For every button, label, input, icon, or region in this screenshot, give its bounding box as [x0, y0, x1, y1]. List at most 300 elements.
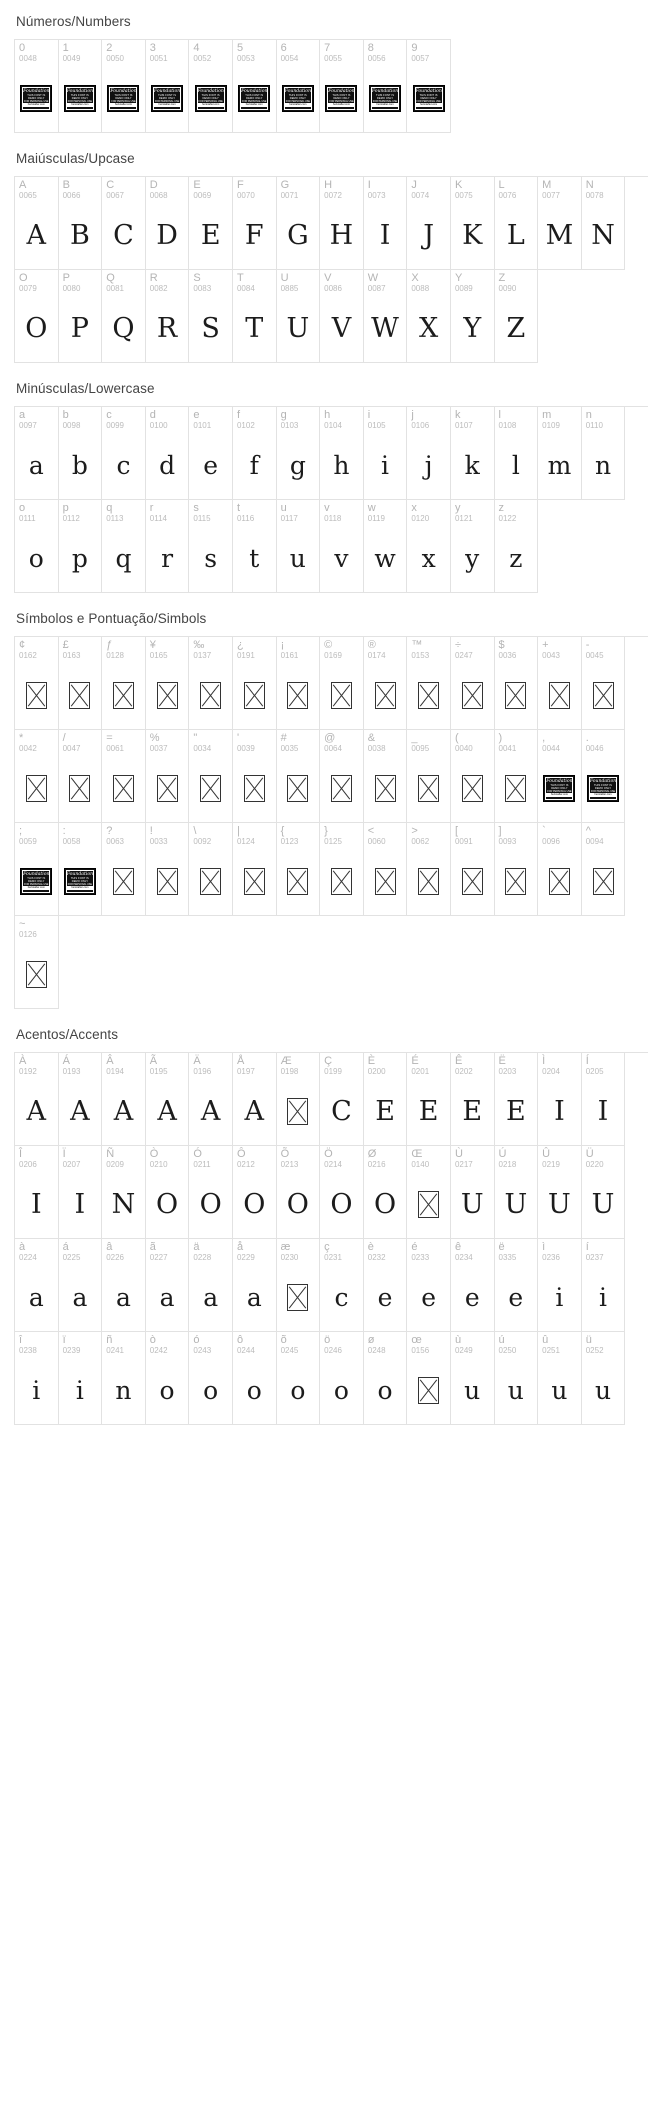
glyph-char-label: æ: [280, 1241, 291, 1253]
glyph-char-label: ç: [324, 1241, 330, 1253]
glyph-preview: [407, 1174, 450, 1234]
glyph-cell[interactable]: [233, 407, 277, 500]
glyph-cell[interactable]: [320, 177, 364, 270]
glyph-render: d: [159, 450, 176, 480]
missing-glyph-icon: [505, 868, 526, 895]
glyph-code-label: 0118: [324, 514, 342, 523]
glyph-code-label: 0040: [454, 744, 473, 753]
glyph-render: a: [28, 1282, 44, 1312]
glyph-cell[interactable]: [189, 270, 233, 363]
glyph-code-label: 0120: [411, 514, 430, 523]
glyph-cell[interactable]: [277, 1239, 321, 1332]
glyph-cell[interactable]: [407, 270, 451, 363]
glyph-cell[interactable]: [582, 823, 626, 916]
glyph-cell[interactable]: [233, 730, 277, 823]
glyph-cell[interactable]: [146, 270, 190, 363]
glyph-cell[interactable]: [102, 1239, 146, 1332]
glyph-cell[interactable]: [15, 407, 59, 500]
glyph-char-label: â: [106, 1241, 113, 1253]
glyph-cell[interactable]: [189, 40, 233, 133]
glyph-cell[interactable]: [233, 177, 277, 270]
glyph-cell[interactable]: [364, 1332, 408, 1425]
glyph-preview: [102, 665, 145, 725]
glyph-cell[interactable]: [495, 500, 539, 593]
glyph-cell[interactable]: [451, 500, 495, 593]
glyph-cell[interactable]: [189, 1146, 233, 1239]
sample-card-line2: THIS FONT IS: [70, 877, 89, 880]
glyph-cell[interactable]: [146, 1239, 190, 1332]
glyph-code-label: 0092: [193, 837, 212, 846]
glyph-preview: [59, 435, 102, 495]
glyph-char-label: A: [19, 179, 27, 191]
glyph-cell[interactable]: [277, 823, 321, 916]
glyph-cell[interactable]: [102, 270, 146, 363]
glyph-cell[interactable]: [364, 407, 408, 500]
glyph-cell[interactable]: [59, 1332, 103, 1425]
glyph-cell[interactable]: [189, 637, 233, 730]
glyph-cell[interactable]: [15, 40, 59, 133]
glyph-preview: [146, 1081, 189, 1141]
glyph-cell[interactable]: [277, 1053, 321, 1146]
glyph-code-label: 0057: [411, 54, 430, 63]
missing-glyph-icon: [157, 775, 178, 802]
glyph-cell[interactable]: [189, 407, 233, 500]
glyph-cell[interactable]: [451, 823, 495, 916]
glyph-preview: [451, 435, 494, 495]
glyph-code-label: 0050: [106, 54, 124, 63]
glyph-cell[interactable]: [277, 730, 321, 823]
glyph-code-label: 0041: [498, 744, 517, 753]
glyph-preview: [59, 298, 102, 358]
sample-card-line4: FOR PERSONAL USE: [24, 100, 49, 103]
glyph-cell[interactable]: [59, 730, 103, 823]
glyph-cell[interactable]: [407, 1146, 451, 1239]
glyph-cell[interactable]: [364, 1239, 408, 1332]
sample-card-title: Foundation: [371, 89, 399, 94]
glyph-char-label: f: [236, 409, 241, 421]
sample-card-title: Foundation: [328, 89, 355, 94]
glyph-cell[interactable]: [451, 1146, 495, 1239]
glyph-cell[interactable]: [277, 407, 321, 500]
glyph-cell[interactable]: [146, 1332, 190, 1425]
glyph-render: I: [597, 1095, 609, 1127]
glyph-preview: [189, 1360, 232, 1420]
glyph-preview: [146, 298, 189, 358]
glyph-char-label: \: [193, 825, 197, 837]
glyph-cell[interactable]: [15, 270, 59, 363]
glyph-preview: [582, 758, 625, 818]
glyph-cell[interactable]: [582, 177, 626, 270]
glyph-cell[interactable]: [407, 177, 451, 270]
glyph-preview: [15, 1360, 58, 1420]
glyph-cell[interactable]: [102, 407, 146, 500]
glyph-cell[interactable]: [146, 1146, 190, 1239]
glyph-cell[interactable]: [102, 637, 146, 730]
glyph-render: o: [377, 1375, 393, 1405]
glyph-preview: [146, 851, 189, 911]
glyph-cell[interactable]: [233, 823, 277, 916]
glyph-cell[interactable]: [364, 1146, 408, 1239]
glyph-preview: [364, 435, 407, 495]
glyph-render: e: [508, 1282, 524, 1312]
glyph-render: e: [377, 1282, 393, 1312]
glyph-cell[interactable]: [59, 407, 103, 500]
glyph-cell[interactable]: [59, 40, 103, 133]
glyph-cell[interactable]: [15, 637, 59, 730]
glyph-cell[interactable]: [364, 730, 408, 823]
glyph-cell[interactable]: [233, 1332, 277, 1425]
glyph-char-label: &: [367, 732, 376, 744]
glyph-char-label: p: [62, 502, 69, 514]
glyph-preview: [189, 298, 232, 358]
glyph-cell[interactable]: [407, 1239, 451, 1332]
glyph-cell[interactable]: [407, 40, 451, 133]
sample-card-frame: [545, 777, 573, 800]
glyph-cell[interactable]: [233, 500, 277, 593]
glyph-preview: [189, 1267, 232, 1327]
glyph-cell[interactable]: [407, 823, 451, 916]
glyph-char-label: É: [411, 1055, 419, 1067]
glyph-preview: [146, 205, 189, 265]
glyph-preview: [407, 298, 450, 358]
glyph-code-label: 0137: [193, 651, 212, 660]
glyph-preview: [189, 1174, 232, 1234]
glyph-code-label: 0083: [193, 284, 212, 293]
missing-glyph-icon: [593, 682, 614, 709]
glyph-char-label: g: [280, 409, 287, 421]
glyph-cell[interactable]: [277, 1332, 321, 1425]
glyph-cell[interactable]: [582, 407, 626, 500]
glyph-cell[interactable]: [538, 1053, 582, 1146]
glyph-char-label: H: [324, 179, 333, 191]
glyph-cell[interactable]: [538, 1332, 582, 1425]
glyph-cell[interactable]: [538, 730, 582, 823]
glyph-cell[interactable]: [495, 407, 539, 500]
glyph-render: A: [200, 1095, 221, 1127]
glyph-cell[interactable]: [451, 1053, 495, 1146]
glyph-cell[interactable]: [407, 730, 451, 823]
glyph-char-label: W: [367, 272, 379, 284]
glyph-cell[interactable]: [189, 500, 233, 593]
glyph-cell[interactable]: [364, 40, 408, 133]
glyph-cell[interactable]: [102, 177, 146, 270]
glyph-char-label: ƒ: [106, 639, 113, 651]
glyph-cell[interactable]: [189, 177, 233, 270]
glyph-cell[interactable]: [364, 1053, 408, 1146]
glyph-cell[interactable]: [146, 730, 190, 823]
glyph-render: A: [244, 1095, 265, 1127]
glyph-render: o: [28, 543, 44, 573]
glyph-char-label: Z: [498, 272, 506, 284]
glyph-render: e: [464, 1282, 480, 1312]
glyph-cell[interactable]: [495, 730, 539, 823]
glyph-char-label: r: [149, 502, 154, 514]
glyph-cell[interactable]: [320, 270, 364, 363]
glyph-cell[interactable]: [364, 637, 408, 730]
sample-card-line3: DEMO ONLY: [115, 97, 132, 100]
missing-glyph-icon: [26, 961, 47, 988]
glyph-cell[interactable]: [407, 1053, 451, 1146]
glyph-cell[interactable]: [146, 1053, 190, 1146]
glyph-cell[interactable]: [189, 1332, 233, 1425]
sample-card-footer: heriotafter.com: [285, 103, 311, 107]
glyph-cell[interactable]: [15, 1332, 59, 1425]
glyph-cell[interactable]: [59, 1053, 103, 1146]
glyph-code-label: 0055: [324, 54, 342, 63]
glyph-cell[interactable]: [59, 270, 103, 363]
glyph-cell[interactable]: [495, 1053, 539, 1146]
glyph-cell[interactable]: [277, 177, 321, 270]
glyph-cell[interactable]: [146, 177, 190, 270]
glyph-preview: [277, 205, 320, 265]
glyph-cell[interactable]: [59, 500, 103, 593]
glyph-render: w: [374, 543, 396, 573]
glyph-preview: [582, 1360, 625, 1420]
glyph-cell[interactable]: [320, 823, 364, 916]
glyph-cell[interactable]: [146, 637, 190, 730]
glyph-cell[interactable]: [582, 1239, 626, 1332]
glyph-cell[interactable]: [451, 1332, 495, 1425]
glyph-cell[interactable]: [146, 500, 190, 593]
glyph-cell[interactable]: [495, 1239, 539, 1332]
glyph-cell[interactable]: [582, 637, 626, 730]
glyph-cell[interactable]: [407, 1332, 451, 1425]
glyph-render: E: [462, 1095, 483, 1127]
glyph-cell[interactable]: [538, 177, 582, 270]
glyph-char-label: ã: [149, 1241, 156, 1253]
glyph-cell[interactable]: [15, 730, 59, 823]
glyph-cell[interactable]: [364, 823, 408, 916]
glyph-render: E: [200, 219, 221, 251]
glyph-cell[interactable]: [277, 1146, 321, 1239]
glyph-code-label: 0043: [542, 651, 560, 660]
missing-glyph-icon: [244, 682, 265, 709]
glyph-cell[interactable]: [407, 407, 451, 500]
glyph-char-label: ™: [411, 639, 423, 651]
glyph-preview: [277, 1267, 320, 1327]
glyph-cell[interactable]: [495, 637, 539, 730]
glyph-cell[interactable]: [495, 1146, 539, 1239]
glyph-preview: [451, 851, 494, 911]
glyph-char-label: U: [280, 272, 289, 284]
glyph-char-label: Ê: [454, 1055, 463, 1067]
glyph-char-label: ~: [19, 918, 26, 930]
glyph-cell[interactable]: [15, 1053, 59, 1146]
glyph-preview: [59, 758, 102, 818]
glyph-cell[interactable]: [59, 823, 103, 916]
glyph-cell[interactable]: [320, 1332, 364, 1425]
glyph-code-label: 0090: [498, 284, 517, 293]
glyph-cell[interactable]: [59, 637, 103, 730]
glyph-cell[interactable]: [320, 1146, 364, 1239]
glyph-char-label: *: [19, 732, 24, 744]
glyph-cell[interactable]: [189, 730, 233, 823]
glyph-preview: [102, 528, 145, 588]
glyph-preview: [538, 851, 581, 911]
glyph-cell[interactable]: [320, 407, 364, 500]
glyph-cell[interactable]: [233, 40, 277, 133]
missing-glyph-icon: [593, 868, 614, 895]
glyph-preview: [233, 68, 276, 128]
glyph-cell[interactable]: [451, 177, 495, 270]
sample-card-line4: FOR PERSONAL USE: [329, 100, 354, 103]
glyph-cell[interactable]: [233, 1053, 277, 1146]
glyph-cell[interactable]: [102, 1146, 146, 1239]
glyph-cell[interactable]: [407, 500, 451, 593]
glyph-preview: [538, 758, 581, 818]
glyph-cell[interactable]: [320, 1239, 364, 1332]
glyph-preview: [189, 758, 232, 818]
glyph-char-label: å: [236, 1241, 244, 1253]
glyph-char-label: 3: [149, 42, 156, 54]
glyph-preview: [364, 298, 407, 358]
glyph-char-label: È: [367, 1055, 376, 1067]
glyph-cell[interactable]: [59, 1146, 103, 1239]
glyph-cell[interactable]: [59, 177, 103, 270]
glyph-char-label: E: [193, 179, 201, 191]
glyph-char-label: õ: [280, 1334, 287, 1346]
glyph-cell[interactable]: [189, 1239, 233, 1332]
glyph-code-label: 0080: [62, 284, 81, 293]
glyph-cell[interactable]: [538, 1239, 582, 1332]
glyph-preview: [451, 1174, 494, 1234]
glyph-cell[interactable]: [538, 1146, 582, 1239]
glyph-cell[interactable]: [146, 823, 190, 916]
glyph-cell[interactable]: [364, 270, 408, 363]
glyph-render: o: [159, 1375, 175, 1405]
glyph-cell[interactable]: [233, 637, 277, 730]
glyph-cell[interactable]: [189, 1053, 233, 1146]
glyph-cell[interactable]: [277, 637, 321, 730]
glyph-preview: [277, 665, 320, 725]
glyph-code-label: 0115: [193, 514, 211, 523]
glyph-cell[interactable]: [102, 1332, 146, 1425]
glyph-code-label: 0239: [62, 1346, 81, 1355]
glyph-render: O: [25, 312, 48, 344]
glyph-render: I: [74, 1188, 86, 1220]
glyph-render: B: [69, 219, 90, 251]
glyph-cell[interactable]: [146, 407, 190, 500]
sample-card-footer: heriotafter.com: [110, 103, 136, 107]
sample-card-title: Foundation: [197, 89, 224, 94]
glyph-cell[interactable]: [538, 407, 582, 500]
glyph-cell[interactable]: [320, 500, 364, 593]
glyph-code-label: 0206: [19, 1160, 37, 1169]
glyph-cell[interactable]: [15, 1146, 59, 1239]
glyph-cell[interactable]: [582, 730, 626, 823]
glyph-cell[interactable]: [233, 1239, 277, 1332]
glyph-preview: [451, 665, 494, 725]
glyph-code-label: 0054: [280, 54, 299, 63]
glyph-cell[interactable]: [582, 1146, 626, 1239]
glyph-preview: [59, 851, 102, 911]
glyph-cell[interactable]: [407, 637, 451, 730]
glyph-preview: [320, 1174, 363, 1234]
glyph-cell[interactable]: [15, 1239, 59, 1332]
glyph-preview: [364, 758, 407, 818]
glyph-cell[interactable]: [451, 407, 495, 500]
glyph-preview: [495, 435, 538, 495]
glyph-cell[interactable]: [189, 823, 233, 916]
sample-card-line4: FOR PERSONAL USE: [111, 100, 136, 103]
glyph-code-label: 0124: [236, 837, 255, 846]
glyph-code-label: 0058: [62, 837, 81, 846]
glyph-char-label: n: [585, 409, 592, 421]
glyph-cell[interactable]: [495, 1332, 539, 1425]
glyph-cell[interactable]: [451, 270, 495, 363]
glyph-cell[interactable]: [538, 823, 582, 916]
glyph-code-label: 0210: [149, 1160, 168, 1169]
glyph-char-label: 0: [19, 42, 26, 54]
glyph-cell[interactable]: [102, 730, 146, 823]
glyph-char-label: Û: [542, 1148, 551, 1160]
glyph-cell[interactable]: [15, 500, 59, 593]
glyph-char-label: ®: [367, 639, 376, 651]
glyph-code-label: 0033: [149, 837, 168, 846]
glyph-cell[interactable]: [451, 1239, 495, 1332]
glyph-cell[interactable]: [233, 270, 277, 363]
glyph-cell[interactable]: [277, 500, 321, 593]
glyph-code-label: 0249: [454, 1346, 473, 1355]
glyph-cell[interactable]: [495, 823, 539, 916]
glyph-cell[interactable]: [146, 40, 190, 133]
glyph-cell[interactable]: [102, 40, 146, 133]
glyph-char-label: t: [236, 502, 241, 514]
glyph-char-label: ): [498, 732, 503, 744]
glyph-cell[interactable]: [495, 177, 539, 270]
glyph-cell[interactable]: [102, 500, 146, 593]
glyph-cell[interactable]: [59, 1239, 103, 1332]
glyph-cell[interactable]: [233, 1146, 277, 1239]
glyph-cell[interactable]: [320, 637, 364, 730]
glyph-cell[interactable]: [15, 177, 59, 270]
glyph-cell[interactable]: [15, 823, 59, 916]
glyph-cell[interactable]: [277, 270, 321, 363]
glyph-cell[interactable]: [320, 1053, 364, 1146]
glyph-cell[interactable]: [15, 916, 59, 1009]
glyph-render: J: [423, 219, 435, 251]
glyph-cell[interactable]: [582, 1332, 626, 1425]
glyph-cell[interactable]: [102, 823, 146, 916]
glyph-cell[interactable]: [320, 40, 364, 133]
glyph-render: c: [334, 1282, 349, 1312]
glyph-cell[interactable]: [451, 637, 495, 730]
glyph-render: P: [70, 312, 89, 344]
glyph-char-label: Ú: [498, 1148, 507, 1160]
glyph-char-label: ': [236, 732, 240, 744]
glyph-code-label: 0065: [19, 191, 37, 200]
glyph-cell[interactable]: [582, 1053, 626, 1146]
glyph-cell[interactable]: [364, 177, 408, 270]
glyph-char-label: ô: [236, 1334, 244, 1346]
glyph-cell[interactable]: [277, 40, 321, 133]
glyph-preview: [495, 1267, 538, 1327]
glyph-char-label: e: [193, 409, 200, 421]
glyph-preview: [451, 1360, 494, 1420]
glyph-cell[interactable]: [102, 1053, 146, 1146]
glyph-code-label: 0335: [498, 1253, 517, 1262]
glyph-cell[interactable]: [451, 730, 495, 823]
glyph-code-label: 0077: [542, 191, 560, 200]
glyph-char-label: c: [106, 409, 112, 421]
glyph-cell[interactable]: [364, 500, 408, 593]
sample-card-frame: [327, 87, 355, 110]
glyph-cell[interactable]: [320, 730, 364, 823]
glyph-cell[interactable]: [538, 637, 582, 730]
glyph-char-label: ù: [454, 1334, 462, 1346]
glyph-preview: [451, 1267, 494, 1327]
glyph-cell[interactable]: [495, 270, 539, 363]
